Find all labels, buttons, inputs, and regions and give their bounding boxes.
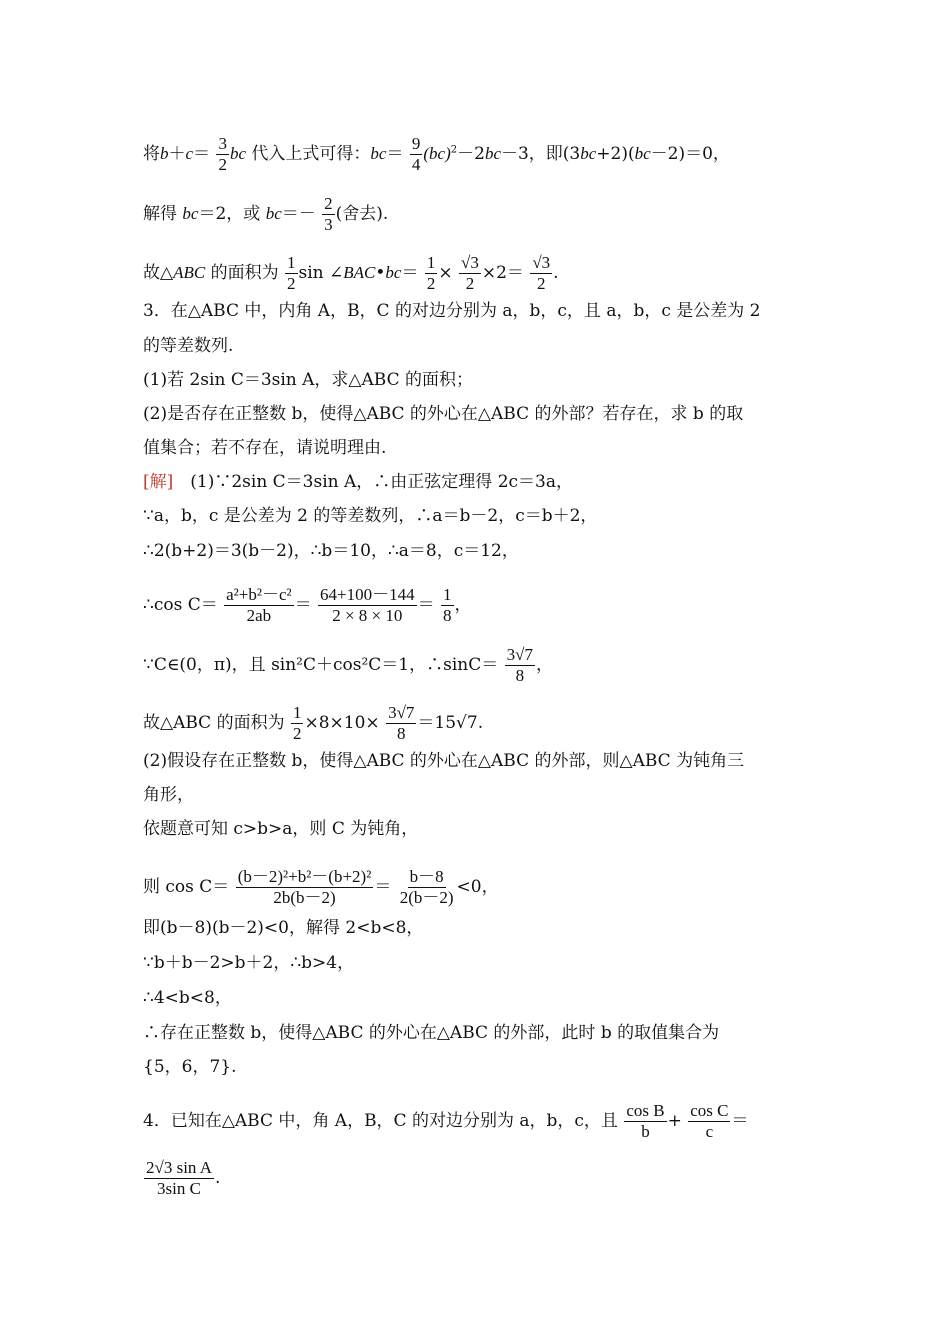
text: +2)(: [596, 144, 635, 164]
text: (1)∵2sin C＝3sin A，∴由正弦定理得 2c＝3a，: [173, 472, 573, 492]
denominator: 2 × 8 × 10: [332, 606, 403, 625]
text: bc: [229, 144, 246, 163]
fraction: [459, 253, 481, 294]
solution-line-3: ∴2(b+2)＝3(b－2)，∴b＝10，∴a＝8，c＝12，: [143, 541, 519, 561]
fraction: [505, 645, 535, 686]
question-3-line-1: 3．在△ABC 中，内角 A，B，C 的对边分别为 a，b，c，且 a，b，c 是公差为 2: [143, 301, 761, 321]
text: ＝: [731, 1111, 749, 1131]
solution-line-5: [143, 645, 553, 686]
text: 解得: [143, 204, 183, 224]
solution-line-11: 即(b－8)(b－2)<0，解得 2<b<8，: [143, 918, 424, 938]
text: ∴cos C＝: [143, 595, 218, 615]
fraction: [624, 1101, 666, 1142]
solution-line-8: 角形，: [143, 785, 194, 805]
text: －3，即(3: [500, 144, 581, 164]
fraction: [236, 867, 374, 908]
text: 4．已知在△ABC 中，角 A，B，C 的对边分别为 a，b，c，且: [143, 1111, 618, 1131]
numerator: 1: [287, 253, 296, 272]
denominator: 2: [287, 274, 296, 293]
numerator: 3: [218, 134, 227, 153]
text: bc: [370, 144, 387, 163]
question-3-part-2-cont: 值集合；若不存在，请说明理由.: [143, 438, 387, 458]
solution-tag: [解]: [143, 472, 174, 492]
text: ×8×10×: [304, 713, 380, 733]
denominator: 3sin C: [157, 1179, 201, 1198]
numerator: (b－2)²+b²－(b+2)²: [237, 867, 372, 886]
denominator: 2: [426, 274, 436, 293]
text: .: [215, 1168, 221, 1188]
text: ＝: [374, 877, 392, 897]
solution-line-9: 依题意可知 c>b>a，则 C 为钝角，: [143, 819, 419, 839]
numerator: √3: [532, 253, 551, 272]
denominator: 2: [465, 274, 475, 293]
question-4-line-1: [143, 1101, 748, 1142]
fraction: [144, 1158, 214, 1199]
solution-line-1: [143, 471, 573, 493]
fraction: [530, 253, 552, 294]
text: 代入上式可得：: [246, 144, 371, 164]
line-2: [143, 194, 388, 235]
numerator: 2√3 sin A: [146, 1158, 213, 1177]
numerator: 1: [292, 703, 302, 722]
text: 故△: [143, 263, 174, 283]
text: 的面积为: [205, 263, 279, 283]
denominator: c: [705, 1122, 714, 1141]
numerator: a²+b²－c²: [226, 585, 292, 604]
numerator: 1: [426, 253, 436, 272]
numerator: b－8: [409, 867, 444, 886]
solution-line-6: [143, 703, 483, 744]
text: (bc): [423, 144, 451, 163]
question-3-line-2: 的等差数列.: [143, 336, 234, 356]
fraction: [441, 585, 454, 626]
numerator: 64+100－144: [320, 585, 415, 604]
text: +: [667, 1111, 682, 1131]
numerator: 2: [324, 194, 333, 213]
text: .: [553, 263, 559, 283]
text: ＝2，或: [198, 204, 266, 224]
text: bc: [265, 204, 282, 223]
denominator: 8: [397, 724, 406, 743]
text: •: [375, 263, 386, 283]
text: ＋: [168, 144, 186, 164]
text: ＝: [401, 263, 419, 283]
fraction: [425, 253, 438, 294]
fraction: [688, 1101, 730, 1142]
line-1: [143, 134, 730, 175]
text: 故△ABC 的面积为: [143, 713, 285, 733]
text: ，: [535, 655, 553, 675]
solution-line-14: ∴存在正整数 b，使得△ABC 的外心在△ABC 的外部，此时 b 的取值集合为: [143, 1023, 720, 1043]
denominator: 2: [537, 274, 546, 293]
numerator: 3√7: [388, 703, 415, 722]
fraction: [322, 194, 335, 235]
fraction: [410, 134, 423, 175]
text: BAC: [343, 263, 376, 282]
fraction: [216, 134, 229, 175]
denominator: 2ab: [246, 606, 272, 625]
fraction: [318, 585, 417, 626]
text: ABC: [173, 263, 206, 282]
question-3-part-2: (2)是否存在正整数 b，使得△ABC 的外心在△ABC 的外部？若存在，求 b 的取: [143, 404, 744, 424]
numerator: √3: [461, 253, 479, 272]
text: ＝－: [281, 204, 316, 224]
denominator: b: [641, 1122, 650, 1141]
text: 将: [143, 144, 160, 164]
solution-line-2: ∵a，b，c 是公差为 2 的等差数列，∴a＝b－2，c＝b＋2，: [143, 506, 598, 526]
question-3-part-1: (1)若 2sin C＝3sin A，求△ABC 的面积；: [143, 370, 473, 390]
text: ×: [438, 263, 453, 283]
solution-line-4: [143, 585, 472, 626]
denominator: 2: [218, 155, 227, 174]
fraction: [285, 253, 298, 294]
text: ×2＝: [481, 263, 524, 283]
text: bc: [385, 263, 402, 282]
text: bc: [484, 144, 501, 163]
text: －2)＝0，: [650, 144, 730, 164]
numerator: 9: [411, 134, 421, 153]
text: ＝: [294, 595, 312, 615]
text: b: [160, 144, 169, 163]
text: ∵C∈(0，π)，且 sin²C＋cos²C＝1，∴sinC＝: [143, 655, 499, 675]
solution-line-10: [143, 867, 499, 908]
text: ＝15√7.: [417, 713, 484, 733]
exponent: 2: [450, 144, 458, 156]
denominator: 2: [292, 724, 302, 743]
fraction: [291, 703, 304, 744]
text: bc: [634, 144, 651, 163]
text: c: [185, 144, 194, 163]
solution-line-15: {5，6，7}.: [143, 1057, 237, 1077]
fraction: [224, 585, 293, 626]
text: bc: [580, 144, 597, 163]
text: <0，: [456, 877, 499, 897]
denominator: 3: [324, 215, 333, 234]
fraction: [398, 867, 456, 908]
question-4-line-2: [143, 1158, 220, 1199]
numerator: cos C: [690, 1101, 729, 1120]
text: ＝: [417, 595, 435, 615]
text: ，: [454, 595, 472, 615]
line-3: [143, 253, 559, 294]
denominator: 8: [443, 606, 452, 625]
denominator: 2(b－2): [399, 888, 454, 907]
text: (舍去).: [335, 204, 389, 224]
text: 则 cos C＝: [143, 877, 230, 897]
solution-line-7: (2)假设存在正整数 b，使得△ABC 的外心在△ABC 的外部，则△ABC 为钝角三: [143, 751, 745, 771]
text: ＝: [386, 144, 404, 164]
solution-line-12: ∵b＋b－2>b＋2，∴b>4，: [143, 953, 355, 973]
numerator: 3√7: [506, 645, 533, 664]
denominator: 4: [411, 155, 421, 174]
text: ＝: [193, 144, 211, 164]
fraction: [386, 703, 416, 744]
denominator: 2b(b－2): [273, 888, 336, 907]
text: －2: [457, 144, 485, 164]
text: sin ∠: [298, 263, 344, 283]
numerator: cos B: [626, 1101, 665, 1120]
text: bc: [182, 204, 199, 223]
denominator: 8: [515, 666, 525, 685]
numerator: 1: [443, 585, 452, 604]
solution-line-13: ∴4<b<8，: [143, 988, 232, 1008]
